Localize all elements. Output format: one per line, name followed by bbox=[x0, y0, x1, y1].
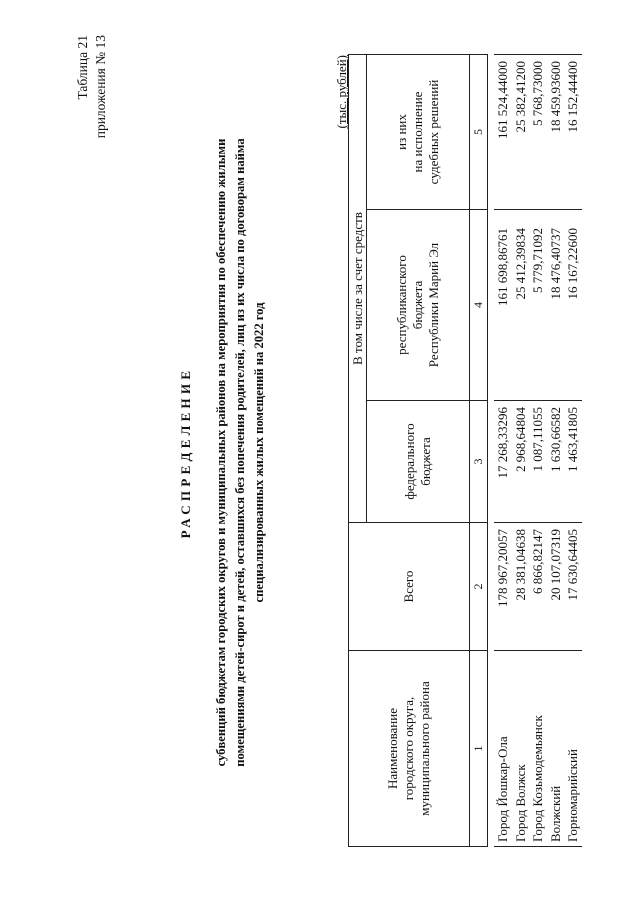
total-value: 178 967,20057 bbox=[494, 523, 512, 651]
total-value: 6 866,82147 bbox=[529, 523, 547, 651]
column-number: 3 bbox=[470, 401, 488, 523]
table-row bbox=[564, 55, 582, 847]
federal-value: 2 968,64804 bbox=[512, 401, 530, 523]
court-value: 5 768,73000 bbox=[529, 55, 547, 210]
units-label: (тыс. рублей) bbox=[334, 55, 349, 129]
federal-value: 1 087,11055 bbox=[529, 401, 547, 523]
table-row bbox=[494, 55, 512, 847]
appendix-number: приложения № 13 bbox=[93, 35, 108, 139]
total-value: 28 381,04638 bbox=[512, 523, 530, 651]
header-district-name: Наименование городского округа, муниципального района bbox=[349, 651, 470, 847]
republic-value: 18 476,40737 bbox=[547, 210, 565, 401]
court-value: 16 152,44400 bbox=[564, 55, 582, 210]
table-header-label bbox=[74, 35, 110, 175]
column-number: 5 bbox=[470, 55, 488, 210]
federal-value: 1 630,66582 bbox=[547, 401, 565, 523]
header-total: Всего bbox=[349, 523, 470, 651]
federal-value: 17 268,33296 bbox=[494, 401, 512, 523]
district-name: Город Йошкар-Ола bbox=[494, 651, 512, 847]
document-title: РАСПРЕДЕЛЕНИЕ bbox=[178, 366, 193, 539]
republic-value: 25 412,39834 bbox=[512, 210, 530, 401]
header-republic: республиканского бюджета Республики Марий Эл bbox=[367, 210, 470, 401]
court-value: 161 524,44000 bbox=[494, 55, 512, 210]
subtitle-line: специализированных жилых помещений на 2022 год bbox=[252, 302, 266, 603]
table-row bbox=[529, 55, 547, 847]
district-name: Волжский bbox=[547, 651, 565, 847]
district-name: Горномарийский bbox=[564, 651, 582, 847]
subtitle-line: субвенций бюджетам городских округов и муниципальных районов на мероприятия по обеспечению жилыми bbox=[214, 138, 228, 767]
court-value: 18 459,93600 bbox=[547, 55, 565, 210]
republic-value: 5 779,71092 bbox=[529, 210, 547, 401]
header-group-sources: В том числе за счет средств bbox=[349, 55, 367, 523]
district-name: Город Волжск bbox=[512, 651, 530, 847]
table-row bbox=[512, 55, 530, 847]
district-name: Город Козьмодемьянск bbox=[529, 651, 547, 847]
subvention-table bbox=[348, 54, 582, 847]
table-row bbox=[547, 55, 565, 847]
total-value: 17 630,64405 bbox=[564, 523, 582, 651]
header-court: из них на исполнение судебных решений bbox=[367, 55, 470, 210]
column-number: 4 bbox=[470, 210, 488, 401]
column-number: 2 bbox=[470, 523, 488, 651]
federal-value: 1 463,41805 bbox=[564, 401, 582, 523]
court-value: 25 382,41200 bbox=[512, 55, 530, 210]
total-value: 20 107,07319 bbox=[547, 523, 565, 651]
republic-value: 161 698,86761 bbox=[494, 210, 512, 401]
table-number: Таблица 21 bbox=[75, 35, 90, 100]
column-number: 1 bbox=[470, 651, 488, 847]
republic-value: 16 167,22600 bbox=[564, 210, 582, 401]
subtitle-line: помещениями детей-сирот и детей, оставшихся без попечения родителей, лиц из их числа по договорам найма bbox=[233, 138, 247, 767]
header-federal: федерального бюджета bbox=[367, 401, 470, 523]
